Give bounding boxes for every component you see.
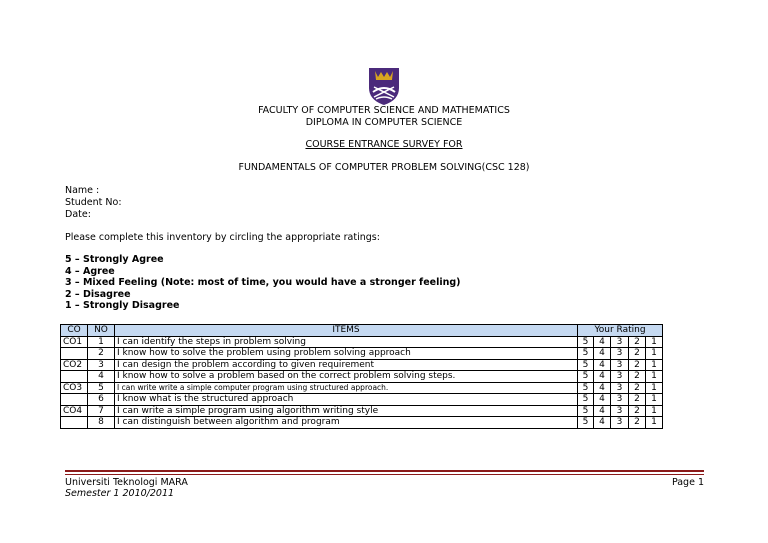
rating-4-option[interactable]: 4 [594,371,611,383]
rating-5-option[interactable]: 5 [578,371,594,383]
university-crest-logo [367,66,401,106]
course-title: FUNDAMENTALS OF COMPUTER PROBLEM SOLVING(CSC 128) [238,162,530,173]
co-cell: CO2 [61,359,88,371]
rating-legend-4: 4 – Agree [65,265,115,277]
item-cell: I can write write a simple computer program using structured approach. [115,382,578,394]
no-cell: 3 [88,359,115,371]
instruction-text: Please complete this inventory by circling the appropriate ratings: [65,232,380,243]
rating-2-option[interactable]: 2 [629,382,646,394]
rating-5-option[interactable]: 5 [578,348,594,360]
co-header: CO [61,325,88,337]
name-field-label: Name : [65,185,100,196]
rating-5-option[interactable]: 5 [578,359,594,371]
rating-1-option[interactable]: 1 [646,382,663,394]
no-cell: 7 [88,405,115,417]
footer-rule-top [65,470,704,472]
rating-3-option[interactable]: 3 [611,382,629,394]
co-cell [61,371,88,383]
co-cell: CO4 [61,405,88,417]
item-cell: I can write a simple program using algorithm writing style [115,405,578,417]
item-cell: I know how to solve the problem using problem solving approach [115,348,578,360]
rating-2-option[interactable]: 2 [629,336,646,348]
footer-university: Universiti Teknologi MARA [65,477,188,488]
table-header-row [61,325,663,337]
rating-2-option[interactable]: 2 [629,417,646,429]
rating-4-option[interactable]: 4 [594,348,611,360]
table-row [61,405,663,417]
table-row [61,348,663,360]
no-cell: 1 [88,336,115,348]
rating-4-option[interactable]: 4 [594,417,611,429]
faculty-title: FACULTY OF COMPUTER SCIENCE AND MATHEMATICS [258,105,510,116]
table-row [61,371,663,383]
co-cell [61,394,88,406]
co-cell: CO3 [61,382,88,394]
no-cell: 2 [88,348,115,360]
rating-3-option[interactable]: 3 [611,371,629,383]
rating-4-option[interactable]: 4 [594,359,611,371]
table-row [61,336,663,348]
survey-table [60,324,663,429]
rating-legend-3: 3 – Mixed Feeling (Note: most of time, you would have a stronger feeling) [65,277,461,288]
rating-5-option[interactable]: 5 [578,405,594,417]
student-no-field-label: Student No: [65,197,122,208]
diploma-title: DIPLOMA IN COMPUTER SCIENCE [305,117,463,128]
survey-title: COURSE ENTRANCE SURVEY FOR [305,139,463,150]
table-row [61,359,663,371]
rating-5-option[interactable]: 5 [578,336,594,348]
rating-1-option[interactable]: 1 [646,359,663,371]
rating-2-option[interactable]: 2 [629,348,646,360]
no-cell: 5 [88,382,115,394]
items-header: ITEMS [115,325,578,337]
co-cell [61,348,88,360]
table-row [61,382,663,394]
rating-1-option[interactable]: 1 [646,405,663,417]
rating-4-option[interactable]: 4 [594,405,611,417]
date-field-label: Date: [65,209,91,220]
no-cell: 8 [88,417,115,429]
rating-4-option[interactable]: 4 [594,336,611,348]
co-cell [61,417,88,429]
rating-2-option[interactable]: 2 [629,394,646,406]
rating-5-option[interactable]: 5 [578,394,594,406]
rating-legend-1: 1 – Strongly Disagree [65,300,180,311]
no-cell: 6 [88,394,115,406]
rating-legend-5: 5 – Strongly Agree [65,254,164,265]
rating-3-option[interactable]: 3 [611,359,629,371]
rating-4-option[interactable]: 4 [594,382,611,394]
co-cell: CO1 [61,336,88,348]
rating-2-option[interactable]: 2 [629,359,646,371]
rating-3-option[interactable]: 3 [611,417,629,429]
rating-4-option[interactable]: 4 [594,394,611,406]
rating-2-option[interactable]: 2 [629,371,646,383]
rating-legend-2: 2 – Disagree [65,288,131,300]
rating-3-option[interactable]: 3 [611,348,629,360]
item-cell: I know how to solve a problem based on the correct problem solving steps. [115,371,578,383]
footer-page-number: Page 1 [671,477,704,488]
rating-3-option[interactable]: 3 [611,336,629,348]
rating-1-option[interactable]: 1 [646,417,663,429]
item-cell: I can identify the steps in problem solving [115,336,578,348]
rating-header: Your Rating [578,325,663,337]
rating-2-option[interactable]: 2 [629,405,646,417]
rating-1-option[interactable]: 1 [646,336,663,348]
rating-1-option[interactable]: 1 [646,394,663,406]
no-header: NO [88,325,115,337]
rating-1-option[interactable]: 1 [646,348,663,360]
rating-3-option[interactable]: 3 [611,405,629,417]
item-cell: I know what is the structured approach [115,394,578,406]
item-cell: I can design the problem according to given requirement [115,359,578,371]
footer-rule-bottom [65,474,704,475]
item-cell: I can distinguish between algorithm and program [115,417,578,429]
rating-5-option[interactable]: 5 [578,382,594,394]
table-row [61,394,663,406]
footer-semester: Semester 1 2010/2011 [65,488,175,499]
rating-1-option[interactable]: 1 [646,371,663,383]
rating-5-option[interactable]: 5 [578,417,594,429]
no-cell: 4 [88,371,115,383]
rating-3-option[interactable]: 3 [611,394,629,406]
table-row [61,417,663,429]
